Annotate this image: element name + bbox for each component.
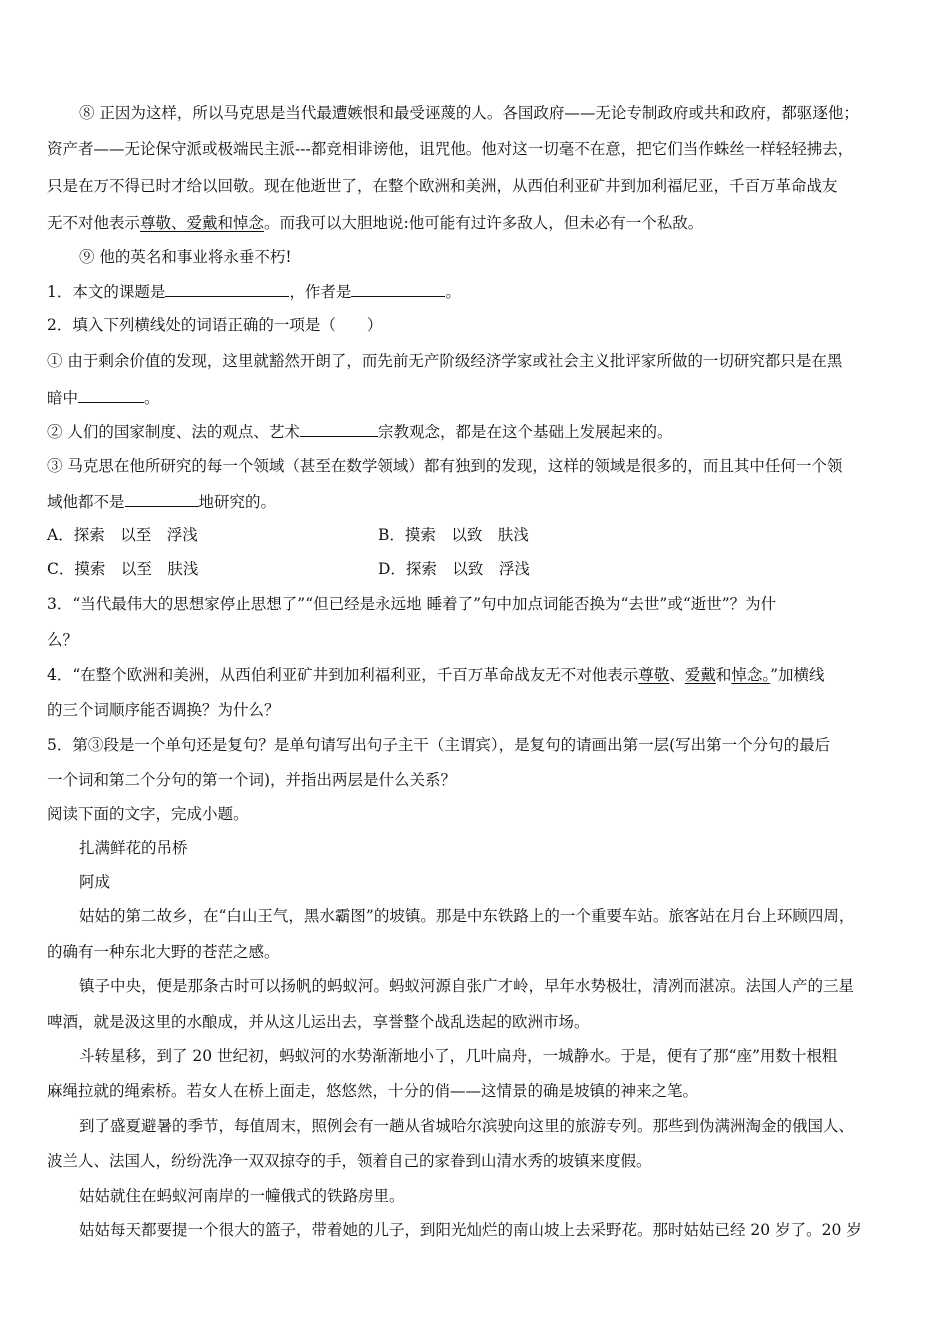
p8-line-2: 资产者——无论保守派或极端民主派---都竞相诽谤他，诅咒他。他对这一切毫不在意，把它们当作蛛丝一样轻轻拂去， [47,140,854,158]
answer-blank-2[interactable] [300,421,378,437]
p8-line-4 [47,213,907,233]
question-4-line-2: 的三个词顺序能否调换？为什么？ [47,701,280,719]
q2-s3-text-b: 地研究的。 [198,493,277,511]
question-5-line-2: 一个词和第二个分句的第一个词)，并指出两层是什么关系？ [47,771,457,789]
para-1-line-2: 的确有一种东北大野的苍茫之感。 [47,943,280,961]
p8-line-4-text-a: 无不对他表示 [47,214,141,232]
p8-line-3: 只是在万不得已时才给以回敬。现在他逝世了，在整个欧洲和美洲，从西伯利亚矿井到加利福尼亚，千百万革命战友 [47,177,838,195]
option-d[interactable]: D．探索 以致 浮浅 [378,560,530,578]
question-1 [47,281,907,302]
q1-text-c: 。 [445,283,461,301]
q1-text-b: ，作者是 [289,283,352,301]
q1-text-a: 1．本文的课题是 [47,283,166,301]
answer-blank-3[interactable] [125,491,199,507]
option-b[interactable]: B．摸索 以致 肤浅 [378,526,529,544]
underlined-phrase: 尊敬、爱戴和悼念 [140,214,265,232]
q2-s3-text-a: 域他都不是 [47,493,125,511]
question-3-line-1: 3．“当代最伟大的思想家停止思想了”“但已经是永远地 睡着了”句中加点词能否换为“去世”或“逝世”？为什 [47,595,777,613]
q2-sentence-3-cont [47,491,907,512]
q2-sentence-3: ③ 马克思在他所研究的每一个领域（甚至在数学领域）都有独到的发现，这样的领域是很多的，而且其中任何一个领 [47,457,843,475]
q2-s2-text-b: 宗教观念，都是在这个基础上发展起来的。 [377,423,673,441]
q2-s2-text-a: ② 人们的国家制度、法的观点、艺术 [47,423,300,441]
p8-line-4-text-b: 。而我可以大胆地说:他可能有过许多敌人，但未必有一个私敌。 [264,214,704,232]
para-2-line-1: 镇子中央，便是那条古时可以扬帆的蚂蚁河。蚂蚁河源自张广才岭，早年水势极壮，清冽而湛凉。法国人产的三星 [79,977,855,995]
para-1-line-1: 姑姑的第二故乡，在“白山王气，黑水霸图”的坡镇。那是中东铁路上的一个重要车站。旅客站在月台上环顾四周， [79,907,855,925]
q4-text-b: ”加横线 [770,666,825,684]
q4-text-a: 4．“在整个欧洲和美洲，从西伯利亚矿井到加利福利亚，千百万革命战友无不对他表示 [47,666,639,684]
story-author: 阿成 [79,873,111,891]
q2-sentence-1: ① 由于剩余价值的发现，这里就豁然开朗了，而先前无产阶级经济学家或社会主义批评家所做的一切研究都只是在黑 [47,352,843,370]
answer-blank-author[interactable] [351,281,445,297]
para-2-line-2: 啤酒，就是汲这里的水酿成，并从这儿运出去，享誉整个战乱迭起的欧洲市场。 [47,1013,590,1031]
question-2-stem: 2．填入下列横线处的词语正确的一项是（ ） [47,316,383,334]
para-4-line-2: 波兰人、法国人，纷纷洗净一双双掠夺的手，领着自己的家眷到山清水秀的坡镇来度假。 [47,1152,652,1170]
q2-s1-end: 。 [144,389,160,407]
answer-blank-title[interactable] [165,281,289,297]
underlined-word-3: 悼念。 [731,666,771,684]
q2-sentence-2 [47,421,907,442]
p9-line: ⑨ 他的英名和事业将永垂不朽! [79,248,292,266]
para-4-line-1: 到了盛夏避暑的季节，每值周末，照例会有一趟从省城哈尔滨驶向这里的旅游专列。那些到伪满洲淘金的俄国人、 [79,1117,855,1135]
reading-intro: 阅读下面的文字，完成小题。 [47,805,249,823]
underlined-word-1: 尊敬 [638,666,670,684]
question-3-line-2: 么？ [47,631,79,649]
q4-sep-1: 、 [669,666,685,684]
para-5-line: 姑姑就住在蚂蚁河南岸的一幢俄式的铁路房里。 [79,1187,405,1205]
option-c[interactable]: C．摸索 以至 肤浅 [47,560,199,578]
para-6-line-1: 姑姑每天都要提一个很大的篮子，带着她的儿子，到阳光灿烂的南山坡上去采野花。那时姑姑已经 20 岁了。20 岁 [79,1221,862,1239]
p8-line-1: ⑧ 正因为这样，所以马克思是当代最遭嫉恨和最受诬蔑的人。各国政府——无论专制政府或共和政府，都驱逐他； [79,104,859,122]
q4-sep-2: 和 [715,666,732,684]
story-title: 扎满鲜花的吊桥 [79,839,188,857]
question-4-line-1 [47,665,907,685]
option-a[interactable]: A．探索 以至 浮浅 [47,526,198,544]
q2-sentence-1-cont [47,387,907,408]
underlined-word-2: 爱戴 [684,666,716,684]
answer-blank-1[interactable] [78,387,144,403]
para-3-line-2: 麻绳拉就的绳索桥。若女人在桥上面走，悠悠然，十分的俏——这情景的确是坡镇的神来之笔。 [47,1082,699,1100]
question-5-line-1: 5．第③段是一个单句还是复句？是单句请写出句子主干（主谓宾），是复句的请画出第一层(写出第一个分句的最后 [47,736,831,754]
q2-s1-text: 暗中 [47,389,79,407]
para-3-line-1: 斗转星移，到了 20 世纪初，蚂蚁河的水势渐渐地小了，几叶扁舟，一城静水。于是，便有了那“座”用数十根粗 [79,1047,838,1065]
